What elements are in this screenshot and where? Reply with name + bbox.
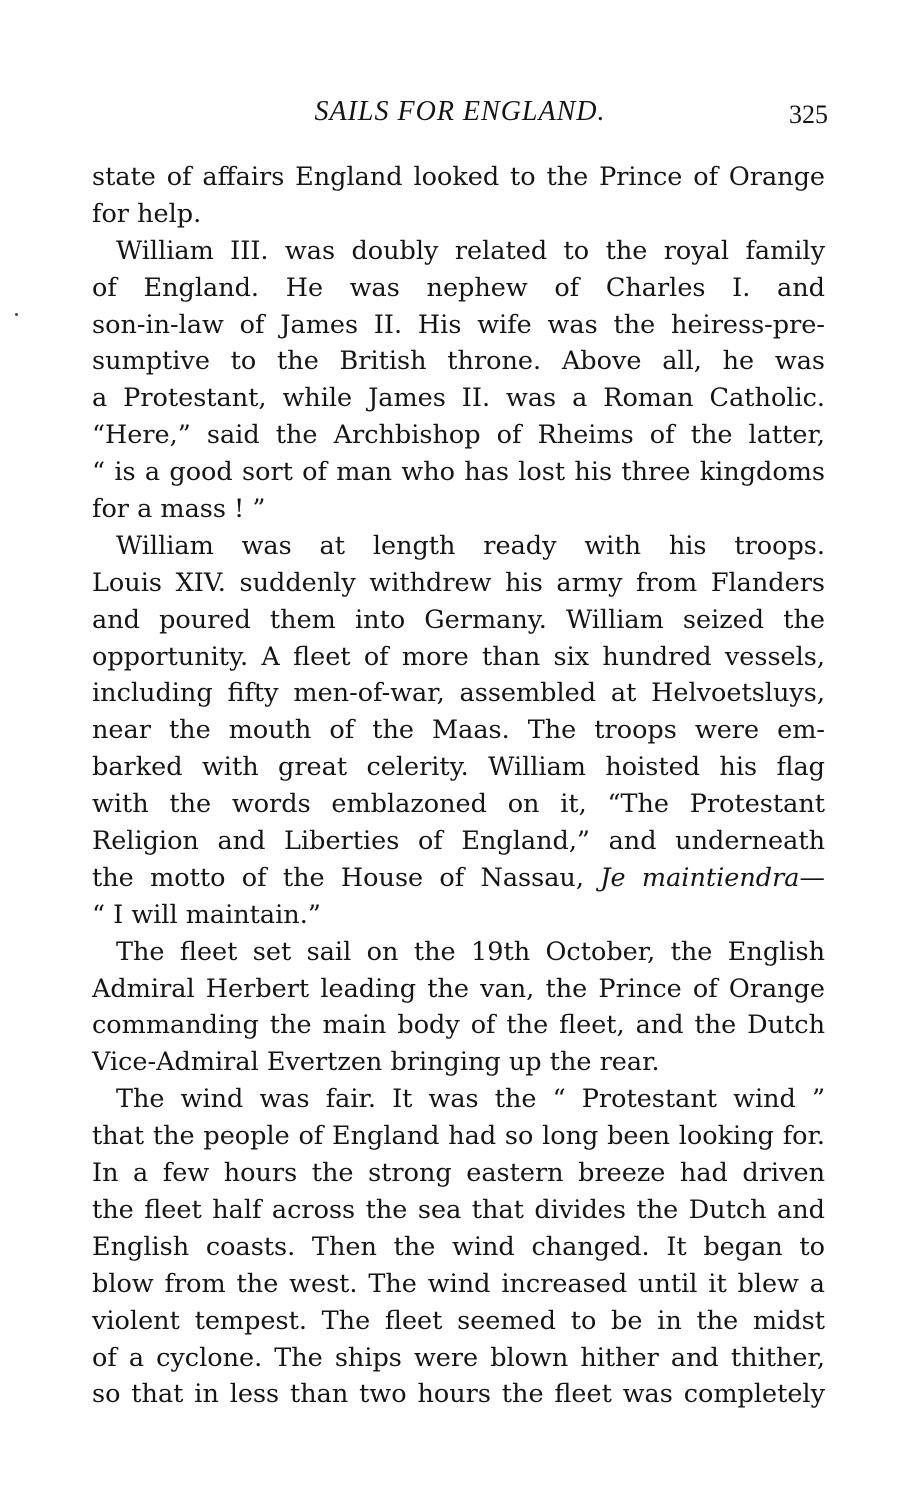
print-speck — [15, 313, 18, 316]
text-line: of England. He was nephew of Charles I. and — [92, 272, 825, 303]
text-line: including fifty men-of-war, assembled at Helvoetsluys, — [92, 678, 825, 709]
text-line: Admiral Herbert leading the van, the Prince of Orange — [92, 973, 825, 1004]
text-line: and poured them into Germany. William seized the — [92, 604, 825, 635]
paragraph-start-line: William was at length ready with his troops. — [116, 530, 825, 561]
running-head: SAILS FOR ENGLAND. — [314, 96, 606, 127]
text-line: of a cyclone. The ships were blown hither and thither, — [92, 1342, 825, 1373]
text-line: “Here,” said the Archbishop of Rheims of the latter, — [92, 420, 825, 451]
text-line: opportunity. A fleet of more than six hundred vessels, — [92, 641, 825, 672]
paragraph-start-line: William III. was doubly related to the royal family — [116, 235, 825, 266]
paragraph-start-line: The fleet set sail on the 19th October, the English — [116, 936, 825, 967]
text-line: violent tempest. The fleet seemed to be in the midst — [92, 1305, 825, 1336]
text-line: Vice-Admiral Evertzen bringing up the rear. — [92, 1047, 660, 1078]
text-line: barked with great celerity. William hoisted his flag — [92, 752, 825, 783]
page-number: 325 — [789, 100, 828, 129]
paragraph-start-line: The wind was fair. It was the “ Protestant wind ” — [116, 1084, 825, 1115]
text-line: with the words emblazoned on it, “The Protestant — [92, 789, 825, 820]
text-line — [92, 860, 825, 897]
page-header — [92, 96, 828, 136]
body-text — [92, 159, 825, 1413]
text-line: Louis XIV. suddenly withdrew his army from Flanders — [92, 567, 825, 598]
text-line: son-in-law of James II. His wife was the heiress-pre- — [92, 309, 825, 340]
text-line: blow from the west. The wind increased until it blew a — [92, 1268, 825, 1299]
italic-motto: Je maintiendra— — [600, 862, 825, 893]
text-line: Religion and Liberties of England,” and underneath — [92, 826, 825, 857]
text-line: that the people of England had so long been looking for. — [92, 1121, 825, 1152]
text-line: for a mass ! ” — [92, 494, 266, 525]
text-line: near the mouth of the Maas. The troops were em- — [92, 715, 825, 746]
text-line: for help. — [92, 198, 202, 229]
text-line: “ I will maintain.” — [92, 899, 321, 930]
text-line: the fleet half across the sea that divides the Dutch and — [92, 1194, 825, 1225]
text-line: sumptive to the British throne. Above all, he was — [92, 346, 825, 377]
text-line: “ is a good sort of man who has lost his three kingdoms — [92, 457, 825, 488]
text-line: state of affairs England looked to the Prince of Orange — [92, 162, 825, 192]
text-line: a Protestant, while James II. was a Roman Catholic. — [92, 383, 825, 414]
text-line: English coasts. Then the wind changed. It began to — [92, 1231, 825, 1262]
text-line: commanding the main body of the fleet, and the Dutch — [92, 1010, 825, 1041]
text-line: In a few hours the strong eastern breeze had driven — [92, 1158, 825, 1189]
text-line: so that in less than two hours the fleet was completely — [92, 1379, 825, 1410]
text-line-roman: the motto of the House of Nassau, — [92, 862, 601, 893]
